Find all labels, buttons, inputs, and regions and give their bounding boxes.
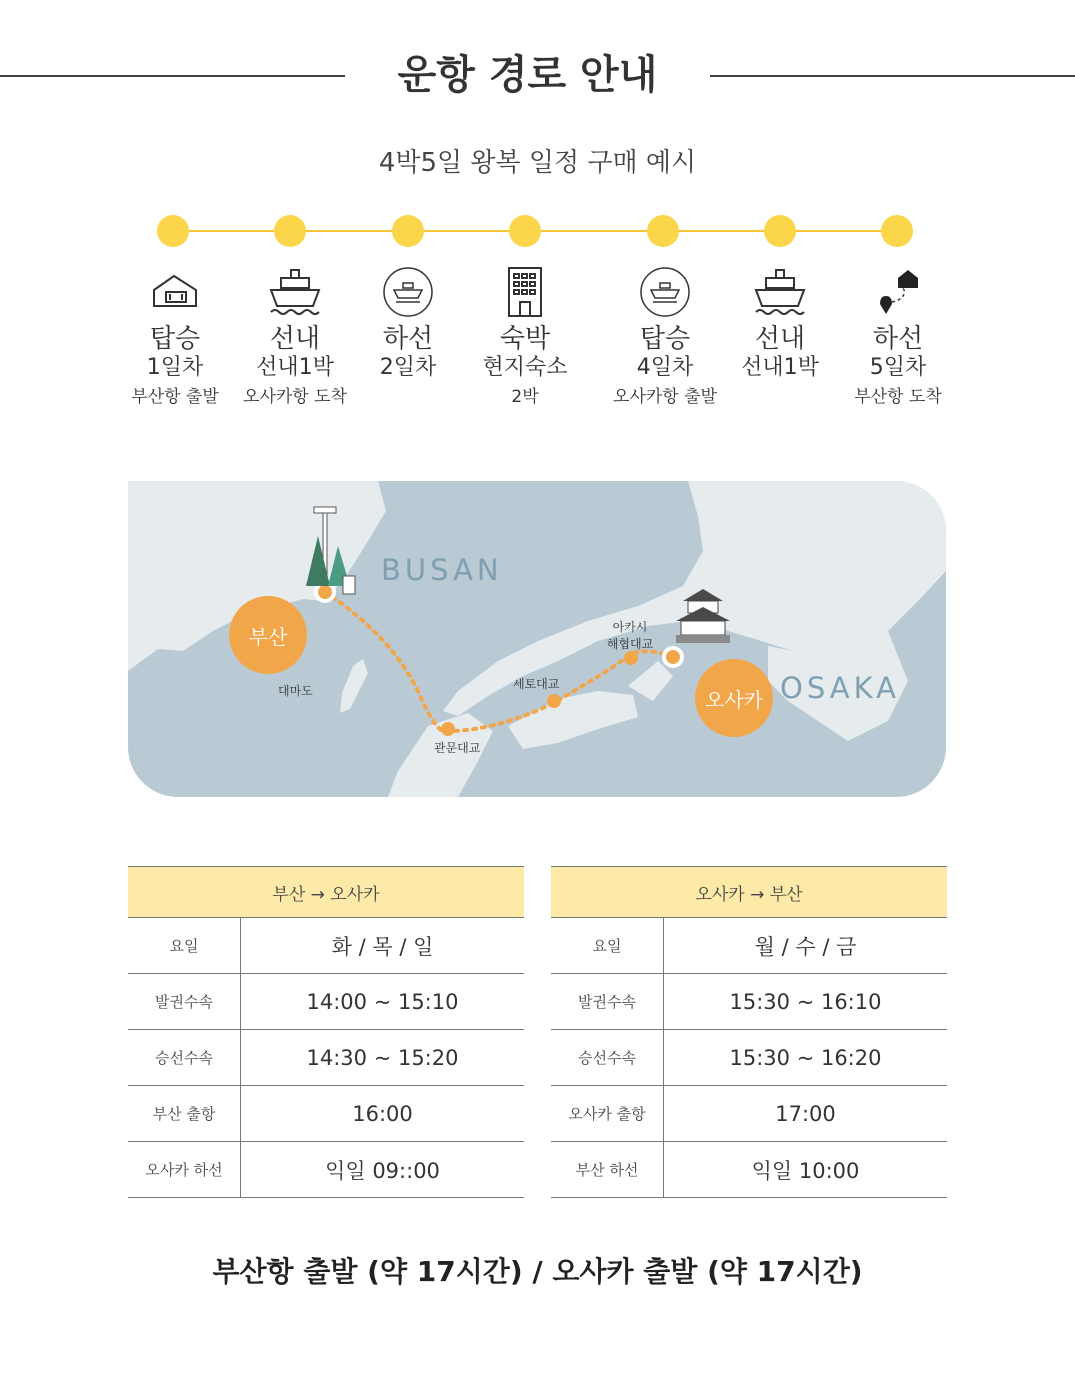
table-row bbox=[551, 1030, 947, 1086]
row-value: 14:30 ~ 15:20 bbox=[306, 1045, 459, 1070]
osaka-en-label: OSAKA bbox=[780, 671, 900, 705]
timeline-dot-3 bbox=[392, 215, 424, 247]
row-label: 부산 출항 bbox=[128, 1086, 241, 1141]
step-title: 하선 bbox=[382, 324, 434, 354]
table-row bbox=[551, 974, 947, 1030]
row-label: 오사카 출항 bbox=[551, 1086, 664, 1141]
row-value: 화 / 목 / 일 bbox=[331, 934, 434, 959]
timeline-dot-1 bbox=[157, 215, 189, 247]
busan-ko-label: 부산 bbox=[248, 624, 288, 649]
page-subtitle: 4박5일 왕복 일정 구매 예시 bbox=[378, 148, 697, 178]
title-row bbox=[0, 50, 1075, 100]
timeline-step-7 bbox=[828, 262, 968, 412]
table-row bbox=[128, 1030, 524, 1086]
table-header: 오사카 → 부산 bbox=[551, 866, 947, 918]
ticket-icon bbox=[105, 262, 245, 322]
step-day: 선내1박 bbox=[741, 355, 819, 380]
table-row bbox=[551, 1142, 947, 1198]
timeline-step-1 bbox=[105, 262, 245, 412]
step-day: 4일차 bbox=[636, 355, 694, 380]
duration-note: 부산항 출발 (약 17시간) / 오사카 출발 (약 17시간) bbox=[212, 1255, 863, 1288]
row-label: 승선수속 bbox=[128, 1030, 241, 1085]
table-row bbox=[128, 1086, 524, 1142]
table-row bbox=[551, 1086, 947, 1142]
row-value: 익일 10:00 bbox=[751, 1158, 860, 1183]
timeline-dot-6 bbox=[764, 215, 796, 247]
row-label: 발권수속 bbox=[128, 974, 241, 1029]
row-value: 17:00 bbox=[775, 1101, 836, 1126]
row-value: 익일 09::00 bbox=[325, 1158, 440, 1183]
busan-en-label: BUSAN bbox=[381, 553, 503, 587]
step-day: 선내1박 bbox=[256, 355, 334, 380]
akashi-bridge-label bbox=[605, 618, 655, 652]
step-note: 오사카항 출발 bbox=[613, 387, 717, 407]
hotel-icon bbox=[455, 262, 595, 322]
timeline-dot-2 bbox=[274, 215, 306, 247]
step-title: 숙박 bbox=[499, 324, 551, 354]
step-day: 현지숙소 bbox=[482, 355, 568, 380]
step-note: 오사카항 도착 bbox=[243, 387, 347, 407]
row-value: 16:00 bbox=[352, 1101, 413, 1126]
table-row bbox=[128, 974, 524, 1030]
table-row bbox=[128, 1142, 524, 1198]
kanmon-bridge-label: 관문대교 bbox=[434, 741, 481, 755]
step-day: 5일차 bbox=[869, 355, 927, 380]
step-note: 2박 bbox=[511, 387, 539, 407]
schedule-table-osaka-busan bbox=[551, 866, 947, 1198]
row-value: 14:00 ~ 15:10 bbox=[306, 989, 459, 1014]
title-divider-left bbox=[0, 75, 345, 77]
step-day: 1일차 bbox=[146, 355, 204, 380]
timeline-dot-7 bbox=[881, 215, 913, 247]
step-title: 하선 bbox=[872, 324, 924, 354]
row-label: 오사카 하선 bbox=[128, 1142, 241, 1197]
table-header: 부산 → 오사카 bbox=[128, 866, 524, 918]
row-label: 발권수속 bbox=[551, 974, 664, 1029]
timeline-dot-4 bbox=[509, 215, 541, 247]
route-map bbox=[128, 481, 946, 797]
row-label: 승선수속 bbox=[551, 1030, 664, 1085]
page-title: 운항 경로 안내 bbox=[397, 52, 658, 98]
step-title: 탑승 bbox=[149, 324, 201, 354]
timeline-step-4 bbox=[455, 262, 595, 412]
tsushima-label: 대마도 bbox=[278, 684, 313, 698]
step-title: 선내 bbox=[269, 324, 321, 354]
table-row bbox=[128, 918, 524, 974]
table-row bbox=[551, 918, 947, 974]
row-value: 15:30 ~ 16:10 bbox=[729, 989, 882, 1014]
timeline-dot-5 bbox=[647, 215, 679, 247]
step-note: 부산항 도착 bbox=[854, 387, 942, 407]
akashi-label-line1: 아카시 bbox=[612, 620, 648, 634]
row-value: 15:30 ~ 16:20 bbox=[729, 1045, 882, 1070]
row-label: 요일 bbox=[128, 918, 241, 973]
step-title: 탑승 bbox=[639, 324, 691, 354]
osaka-ko-label: 오사카 bbox=[705, 687, 763, 712]
home-route-icon bbox=[828, 262, 968, 322]
row-label: 부산 하선 bbox=[551, 1142, 664, 1197]
seto-bridge-label: 세토대교 bbox=[513, 677, 560, 691]
osaka-marker bbox=[695, 659, 773, 737]
step-title: 선내 bbox=[754, 324, 806, 354]
step-note: 부산항 출발 bbox=[131, 387, 219, 407]
busan-marker bbox=[229, 596, 307, 674]
schedule-table-busan-osaka bbox=[128, 866, 524, 1198]
akashi-label-line2: 해협대교 bbox=[606, 637, 654, 651]
step-day: 2일차 bbox=[379, 355, 437, 380]
title-divider-right bbox=[710, 75, 1075, 77]
row-value: 월 / 수 / 금 bbox=[754, 934, 857, 959]
row-label: 요일 bbox=[551, 918, 664, 973]
